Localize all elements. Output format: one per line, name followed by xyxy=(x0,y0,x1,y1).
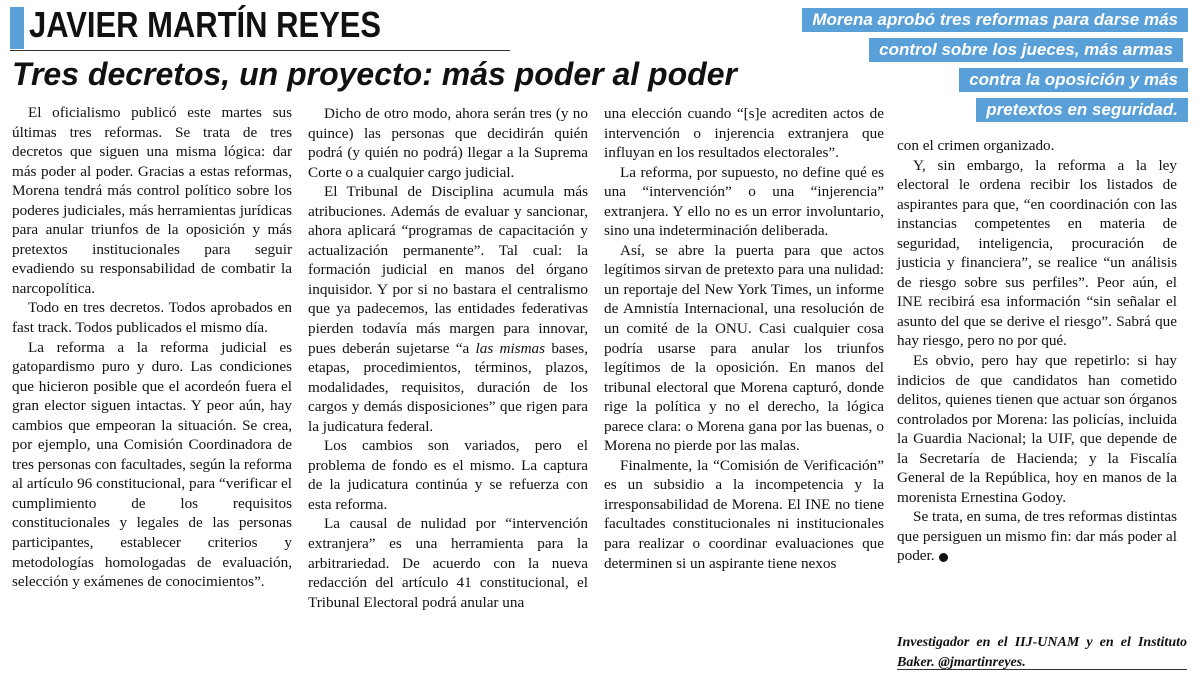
paragraph: Los cambios son variados, pero el problema de fondo es el mismo. La captura de la judicatura continúa y se refuerza con esta reforma. xyxy=(308,437,588,513)
end-mark-icon xyxy=(939,553,948,562)
paragraph xyxy=(308,182,588,436)
paragraph: Dicho de otro modo, ahora serán tres (y no quince) las personas que decidirán quién podrá (y quién no podrá) llegar a la Suprema Corte o a cualquier cargo judicial. xyxy=(308,105,588,181)
paragraph: La reforma, por supuesto, no define qué es una “intervención” o una “injerencia” extranjera. Y ello no es un error involuntario, sino una indeterminación deliberada. xyxy=(604,163,884,240)
pull-quote-line: contra la oposición y más xyxy=(959,68,1188,92)
italic-emphasis: las mismas xyxy=(475,339,546,357)
author-bio: Investigador en el IIJ-UNAM y en el Instituto Baker. @jmartinreyes. xyxy=(897,635,1187,670)
paragraph-text: El Tribunal de Disciplina acumula más atribuciones. Además de evaluar y sancionar, ahora aplicará “programas de capacitación y actualización permanente”. Tal cual: la formación judicial en manos del órgano inquisidor. Y por si no bastara el centralismo que ya padecemos, las entidades federativas pierden todavía más margen para innovar, pues deberán sujetarse “a xyxy=(308,183,588,357)
pull-quote-line: Morena aprobó tres reformas para darse más xyxy=(802,8,1188,32)
paragraph: Así, se abre la puerta para que actos legítimos sirvan de pretexto para una nulidad: un reportaje del New York Times, un informe de Amnistía Internacional, una resolución de un comité de la ONU. Casi cualquier cosa podría usarse para anular los triunfos legítimos de la oposición. En manos del tribunal electoral que Morena capturó, donde rige la política y no el derecho, la lógica parece clara: o Morena gana por las buenas, o Morena no pierde por las malas. xyxy=(604,241,884,455)
article-column-4 xyxy=(897,136,1177,566)
paragraph-text: bases, etapas, procedimientos, términos, plazos, modalidades, requisitos, duración de los cargos y demás disposiciones” que rigen para la judicatura federal. xyxy=(308,339,589,435)
pull-quote-line: pretextos en seguridad. xyxy=(976,98,1188,122)
paragraph: Y, sin embargo, la reforma a la ley electoral le ordena recibir los listados de aspirantes para que, “en coordinación con las instancias competentes en materia de seguridad, inteligencia, procuración de justicia y financiera”, se realice “un análisis de riesgo sobre sus perfiles”. Peor aún, el INE recibirá esa información “sin señalar el asunto del que se derive el riesgo”. Sabrá que hay riesgo, pero no por qué. xyxy=(897,156,1177,350)
author-name: JAVIER MARTÍN REYES xyxy=(29,4,382,45)
article-headline: Tres decretos, un proyecto: más poder al poder xyxy=(12,56,737,92)
article-column-2 xyxy=(308,104,588,612)
paragraph: La causal de nulidad por “intervención extranjera” es una herramienta para la arbitrariedad. De acuerdo con la nueva redacción del artículo 41 constitucional, el Tribunal Electoral podrá anular una xyxy=(308,515,588,611)
paragraph: con el crimen organizado. xyxy=(897,137,1055,154)
article-column-3 xyxy=(604,104,884,573)
author-divider xyxy=(10,50,510,51)
paragraph: La reforma a la reforma judicial es gatopardismo puro y duro. Las condiciones que hicieron posible que el acordeón fuera el gran elector siguen intactas. Y peor aún, hay cambios que empeoran la situación. Se crea, por ejemplo, una Comisión Coordinadora de tres personas con facultades, según la reforma al artículo 96 constitucional, para “verificar el cumplimiento de los requisitos constitucionales y legales de las personas participantes, establecer criterios y metodologías homologadas de evaluación, selección y exámenes de conocimientos”. xyxy=(12,338,292,591)
author-accent-bar xyxy=(10,7,24,49)
paragraph: Es obvio, pero hay que repetirlo: si hay indicios de que candidatos han cometido delitos, quienes tienen que actuar son órganos controlados por Morena: las policías, incluida la Guardia Nacional; la UIF, que depende de la Secretaría de Hacienda; y la Fiscalía General de la República, hoy en manos de la morenista Ernestina Godoy. xyxy=(897,352,1177,506)
closing-text: Se trata, en suma, de tres reformas distintas que persiguen un mismo fin: dar más poder al poder. xyxy=(897,508,1177,565)
bio-underline xyxy=(897,669,1187,670)
paragraph: El oficialismo publicó este martes sus últimas tres reformas. Se trata de tres decretos que siguen una misma lógica: dar más poder al poder. Gracias a estas reformas, Morena tendrá más control político sobre los poderes judiciales, más herramientas jurídicas para anular triunfos de la oposición y más pretextos institucionales para seguir evadiendo su responsabilidad de combatir la narcopolítica. xyxy=(12,104,292,297)
article-column-1 xyxy=(12,103,292,592)
paragraph xyxy=(897,507,1177,566)
paragraph: Todo en tres decretos. Todos aprobados en fast track. Todos publicados el mismo día. xyxy=(12,299,292,337)
paragraph: una elección cuando “[s]e acrediten actos de intervención o injerencia extranjera que influyan en los resultados electorales”. xyxy=(604,105,884,162)
pull-quote-line: control sobre los jueces, más armas xyxy=(869,38,1183,62)
paragraph: Finalmente, la “Comisión de Verificación” es un subsidio a la incompetencia y la irresponsabilidad de Morena. El INE no tiene facultades constitucionales ni institucionales para realizar o coordinar evaluaciones que determinen si un aspirante tiene nexos xyxy=(604,456,884,572)
